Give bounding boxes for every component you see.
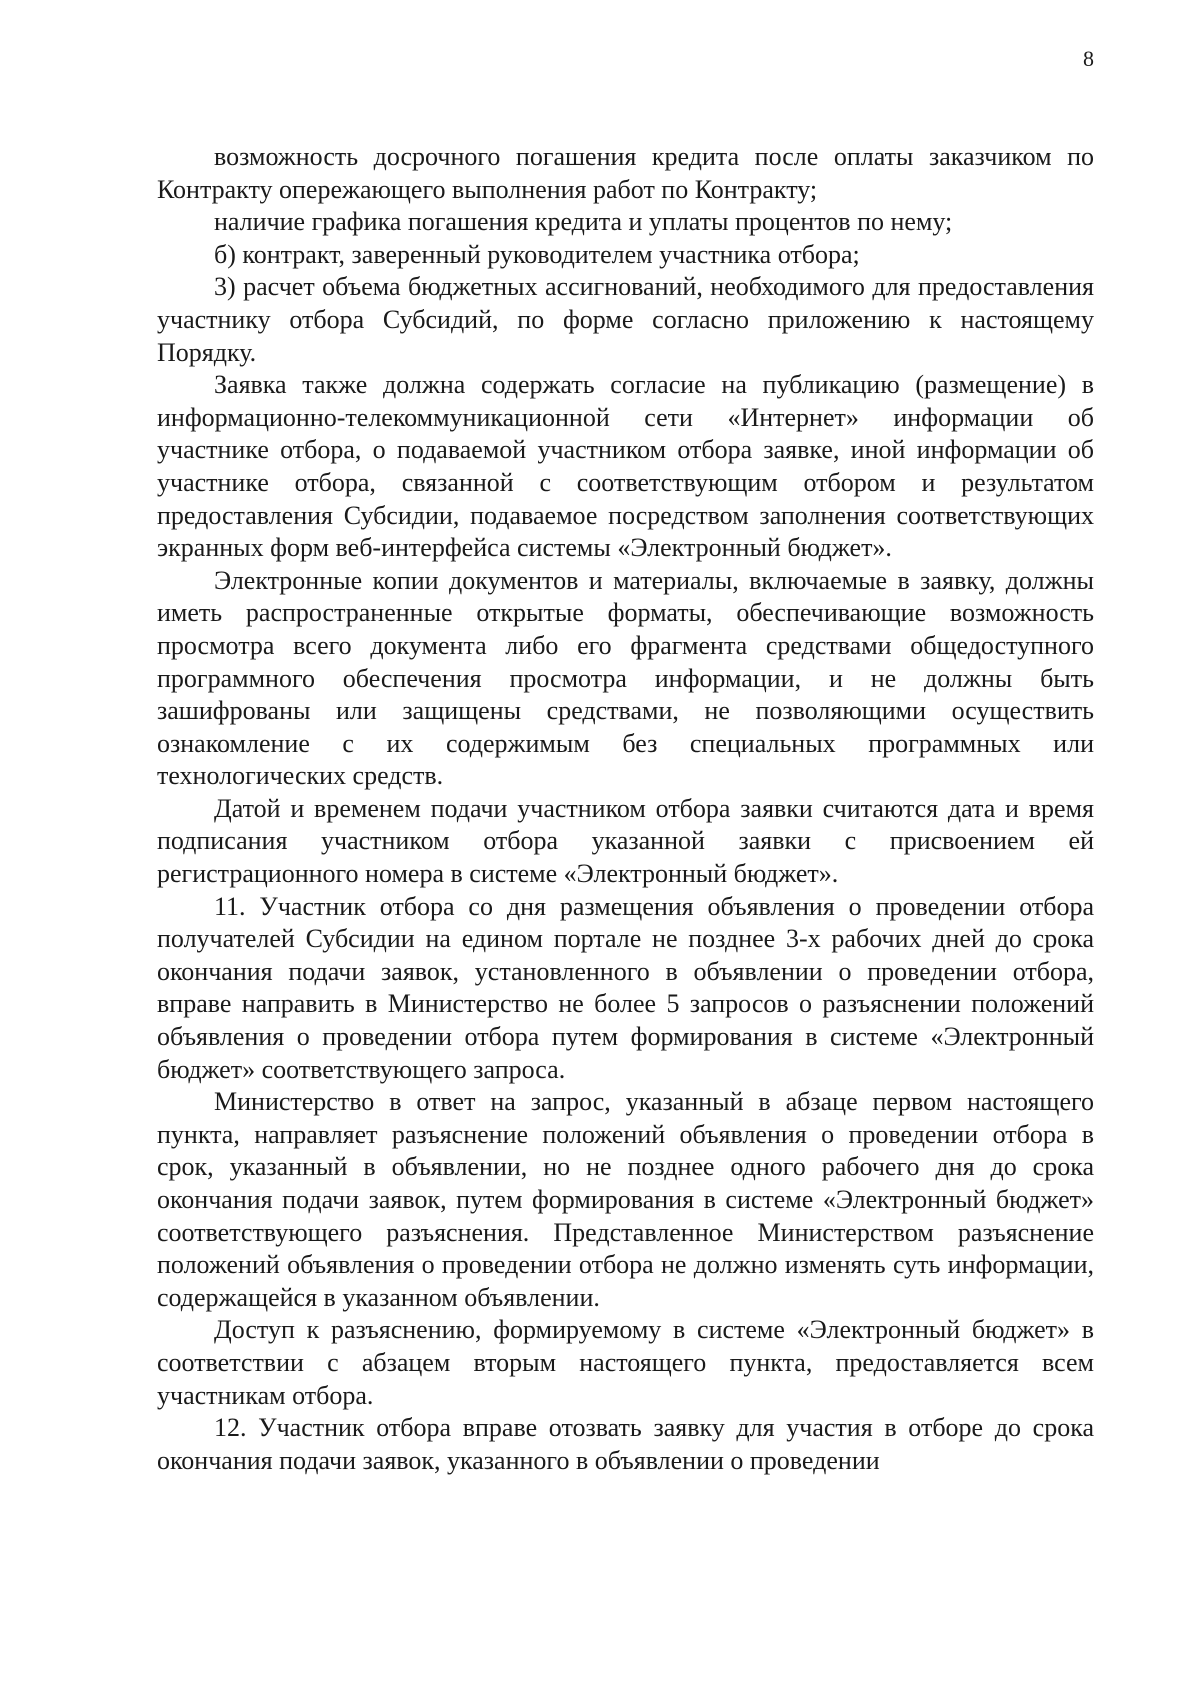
paragraph: Доступ к разъяснению, формируемому в системе «Электронный бюджет» в соответствии с абзацем вторым настоящего пункта, предоставляется всем участникам отбора. xyxy=(157,1315,1094,1410)
paragraph: 11. Участник отбора со дня размещения объявления о проведении отбора получателей Субсидии на едином портале не позднее 3-х рабочих дней до срока окончания подачи заявок, установленного в объявлении о проведении отбора, вправе направить в Министерство не более 5 запросов о разъяснении положений объявления о проведении отбора путем формирования в системе «Электронный бюджет» соответствующего запроса. xyxy=(157,891,1094,1084)
paragraph: б) контракт, заверенный руководителем участника отбора; xyxy=(214,239,860,269)
paragraph: 3) расчет объема бюджетных ассигнований, необходимого для предоставления участнику отбора Субсидий, по форме согласно приложению к настоящему Порядку. xyxy=(157,272,1094,367)
paragraph: Электронные копии документов и материалы, включаемые в заявку, должны иметь распространенные открытые форматы, обеспечивающие возможность просмотра всего документа либо его фрагмента средствами общедоступного программного обеспечения просмотра информации, и не должны быть зашифрованы или защищены средствами, не позволяющими осуществить ознакомление с их содержимым без специальных программных или технологических средств. xyxy=(157,565,1094,791)
paragraph: Заявка также должна содержать согласие на публикацию (размещение) в информационно-телекоммуникационной сети «Интернет» информации об участнике отбора, о подаваемой участником отбора заявке, иной информации об участнике отбора, связанной с соответствующим отбором и результатом предоставления Субсидии, подаваемое посредством заполнения соответствующих экранных форм веб-интерфейса системы «Электронный бюджет». xyxy=(157,370,1094,563)
document-body xyxy=(157,141,1094,1477)
paragraph: 12. Участник отбора вправе отозвать заявку для участия в отборе до срока окончания подачи заявок, указанного в объявлении о проведении xyxy=(157,1413,1094,1475)
paragraph: Датой и временем подачи участником отбора заявки считаются дата и время подписания участником отбора указанной заявки с присвоением ей регистрационного номера в системе «Электронный бюджет». xyxy=(157,793,1094,889)
paragraph: наличие графика погашения кредита и уплаты процентов по нему; xyxy=(214,207,953,237)
paragraph: Министерство в ответ на запрос, указанный в абзаце первом настоящего пункта, направляет разъяснение положений объявления о проведении отбора в срок, указанный в объявлении, но не позднее одного рабочего дня до срока окончания подачи заявок, путем формирования в системе «Электронный бюджет» соответствующего разъяснения. Представленное Министерством разъяснение положений объявления о проведении отбора не должно изменять суть информации, содержащейся в указанном объявлении. xyxy=(157,1087,1094,1312)
page-number: 8 xyxy=(1083,46,1094,71)
paragraph: возможность досрочного погашения кредита после оплаты заказчиком по Контракту опережающего выполнения работ по Контракту; xyxy=(157,142,1094,204)
